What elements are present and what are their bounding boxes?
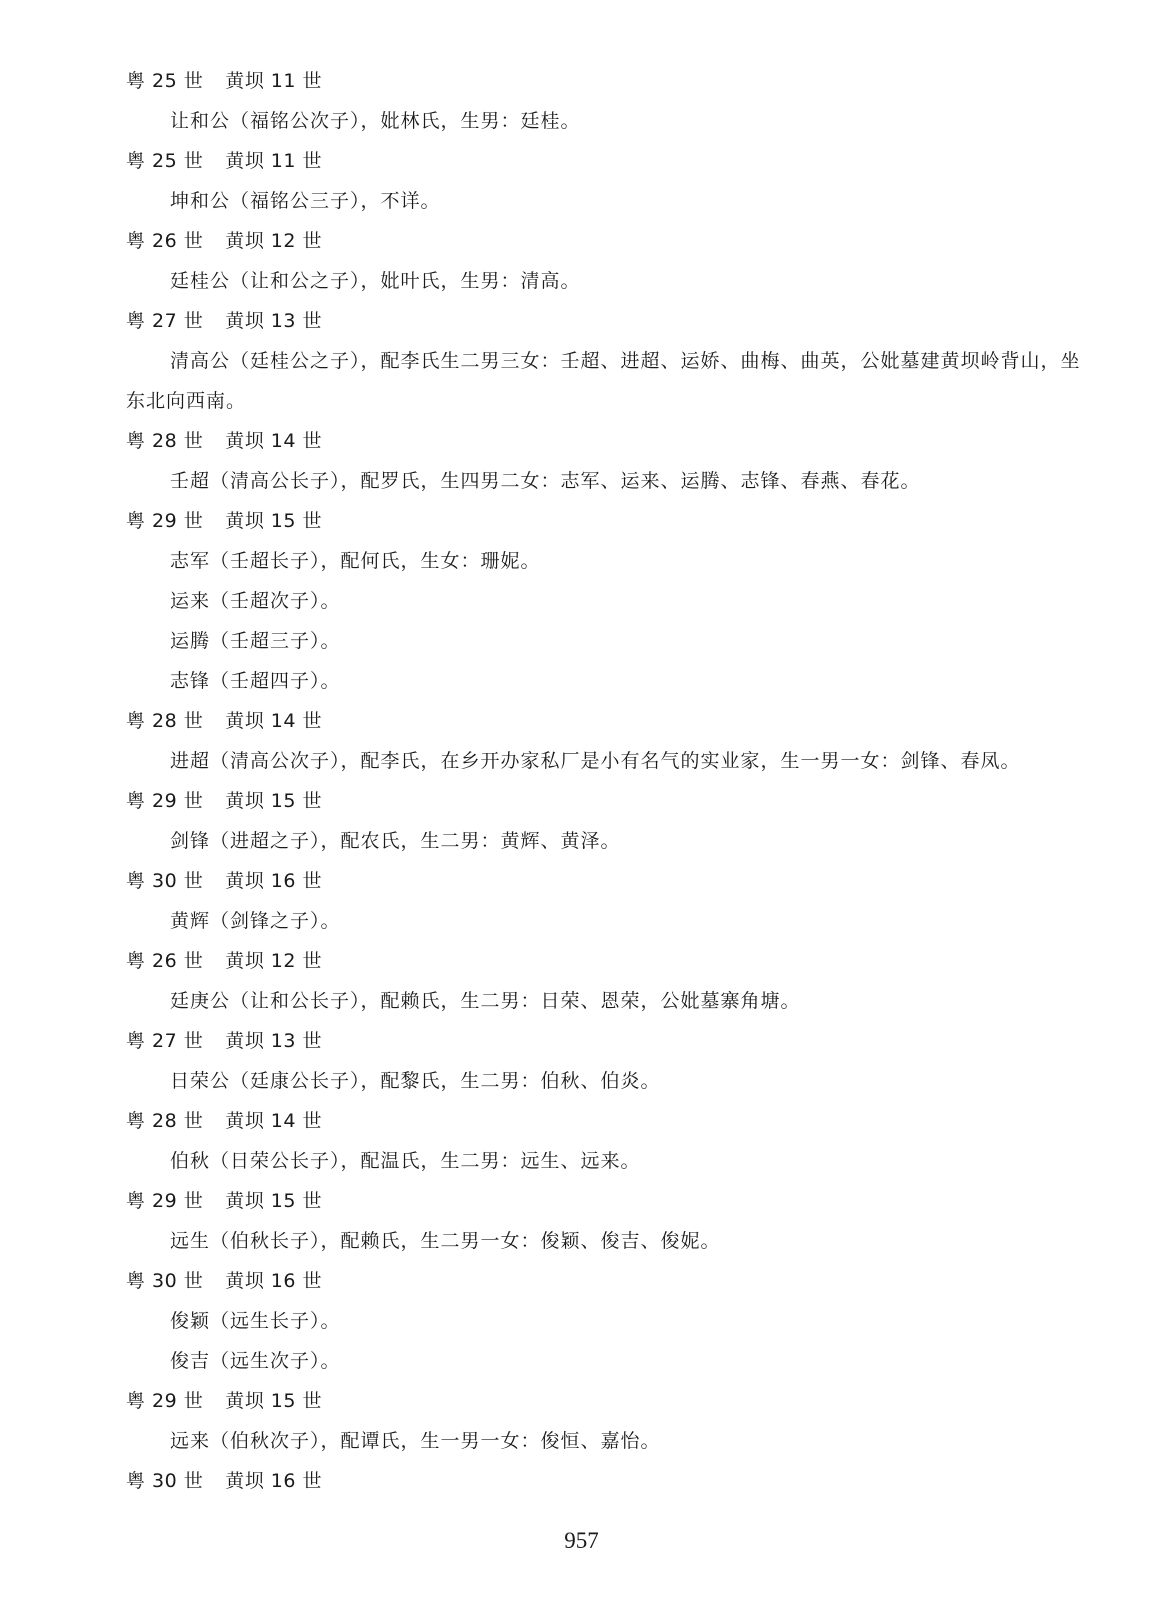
person-entry xyxy=(126,1308,1086,1334)
huangba-generation-label: 黄坝 15 世 xyxy=(225,1390,323,1412)
generation-heading xyxy=(126,308,1086,334)
huangba-generation-label: 黄坝 12 世 xyxy=(225,950,323,972)
person-name: 剑锋 xyxy=(170,830,211,852)
person-name: 进超 xyxy=(170,750,211,772)
yue-generation-label: 粤 29 世 xyxy=(126,1390,204,1412)
page-number: 957 xyxy=(564,1528,599,1553)
person-entry xyxy=(126,748,1086,774)
generation-heading xyxy=(126,428,1086,454)
person-description: （清高公长子），配罗氏，生四男二女：志军、运来、运腾、志锋、春燕、春花。 xyxy=(210,470,921,492)
person-entry xyxy=(126,468,1086,494)
person-description: （清高公次子），配李氏，在乡开办家私厂是小有名气的实业家，生一男一女：剑锋、春凤。 xyxy=(210,750,1021,772)
yue-generation-label: 粤 26 世 xyxy=(126,950,204,972)
generation-heading xyxy=(126,948,1086,974)
person-description: （远生次子）。 xyxy=(210,1350,341,1372)
person-entry xyxy=(126,588,1086,614)
yue-generation-label: 粤 28 世 xyxy=(126,430,204,452)
generation-heading xyxy=(126,508,1086,534)
person-name: 运腾 xyxy=(170,630,211,652)
person-description: （让和公之子），妣叶氏，生男：清高。 xyxy=(230,270,581,292)
generation-heading xyxy=(126,1028,1086,1054)
yue-generation-label: 粤 25 世 xyxy=(126,150,204,172)
person-description: （让和公长子），配赖氏，生二男：日荣、恩荣，公妣墓寨角塘。 xyxy=(230,990,801,1012)
generation-heading xyxy=(126,148,1086,174)
generation-heading xyxy=(126,1468,1086,1494)
person-entry xyxy=(126,1068,1086,1094)
generation-heading xyxy=(126,1388,1086,1414)
yue-generation-label: 粤 25 世 xyxy=(126,70,204,92)
yue-generation-label: 粤 27 世 xyxy=(126,1030,204,1052)
person-name: 志锋 xyxy=(170,670,211,692)
person-description: （剑锋之子）。 xyxy=(210,910,341,932)
huangba-generation-label: 黄坝 13 世 xyxy=(225,1030,323,1052)
person-entry xyxy=(126,1348,1086,1374)
person-description: （廷康公长子），配黎氏，生二男：伯秋、伯炎。 xyxy=(230,1070,661,1092)
yue-generation-label: 粤 26 世 xyxy=(126,230,204,252)
person-entry xyxy=(126,1428,1086,1454)
person-name: 志军 xyxy=(170,550,211,572)
generation-heading xyxy=(126,68,1086,94)
person-entry xyxy=(126,1148,1086,1174)
person-name: 黄辉 xyxy=(170,910,211,932)
person-entry xyxy=(126,108,1086,134)
yue-generation-label: 粤 29 世 xyxy=(126,1190,204,1212)
huangba-generation-label: 黄坝 15 世 xyxy=(225,790,323,812)
person-entry xyxy=(126,1228,1086,1254)
huangba-generation-label: 黄坝 13 世 xyxy=(225,310,323,332)
person-entry xyxy=(126,908,1086,934)
person-description: （远生长子）。 xyxy=(210,1310,341,1332)
generation-heading xyxy=(126,228,1086,254)
person-name: 让和公 xyxy=(170,110,231,132)
yue-generation-label: 粤 30 世 xyxy=(126,1270,204,1292)
yue-generation-label: 粤 28 世 xyxy=(126,710,204,732)
person-entry xyxy=(126,628,1086,654)
generation-heading xyxy=(126,868,1086,894)
yue-generation-label: 粤 29 世 xyxy=(126,510,204,532)
generation-heading xyxy=(126,1108,1086,1134)
person-name: 壬超 xyxy=(170,470,211,492)
person-name: 廷桂公 xyxy=(170,270,231,292)
generation-heading xyxy=(126,1188,1086,1214)
person-name: 远生 xyxy=(170,1230,211,1252)
yue-generation-label: 粤 30 世 xyxy=(126,1470,204,1492)
yue-generation-label: 粤 29 世 xyxy=(126,790,204,812)
person-entry xyxy=(126,668,1086,694)
person-entry xyxy=(126,828,1086,854)
person-description: （壬超四子）。 xyxy=(210,670,341,692)
huangba-generation-label: 黄坝 16 世 xyxy=(225,870,323,892)
yue-generation-label: 粤 27 世 xyxy=(126,310,204,332)
person-name: 俊颖 xyxy=(170,1310,211,1332)
person-description: （福铭公次子），妣林氏，生男：廷桂。 xyxy=(230,110,581,132)
person-description: （日荣公长子），配温氏，生二男：远生、远来。 xyxy=(210,1150,641,1172)
generation-heading xyxy=(126,708,1086,734)
person-entry xyxy=(126,548,1086,574)
person-name: 俊吉 xyxy=(170,1350,211,1372)
huangba-generation-label: 黄坝 14 世 xyxy=(225,1110,323,1132)
person-entry xyxy=(126,988,1086,1014)
person-description: （伯秋长子），配赖氏，生二男一女：俊颖、俊吉、俊妮。 xyxy=(210,1230,721,1252)
huangba-generation-label: 黄坝 14 世 xyxy=(225,710,323,732)
generation-heading xyxy=(126,1268,1086,1294)
person-entry xyxy=(126,188,1086,214)
person-name: 清高公 xyxy=(170,350,231,372)
person-entry xyxy=(126,341,1086,421)
person-entry xyxy=(126,268,1086,294)
yue-generation-label: 粤 28 世 xyxy=(126,1110,204,1132)
person-description: （壬超长子），配何氏，生女：珊妮。 xyxy=(210,550,541,572)
yue-generation-label: 粤 30 世 xyxy=(126,870,204,892)
huangba-generation-label: 黄坝 11 世 xyxy=(225,150,323,172)
genealogy-entries xyxy=(126,68,1086,1508)
huangba-generation-label: 黄坝 16 世 xyxy=(225,1270,323,1292)
person-description: （福铭公三子），不详。 xyxy=(230,190,441,212)
person-description: （壬超三子）。 xyxy=(210,630,341,652)
generation-heading xyxy=(126,788,1086,814)
huangba-generation-label: 黄坝 15 世 xyxy=(225,510,323,532)
person-name: 伯秋 xyxy=(170,1150,211,1172)
huangba-generation-label: 黄坝 15 世 xyxy=(225,1190,323,1212)
person-name: 廷庚公 xyxy=(170,990,231,1012)
person-description: （伯秋次子），配谭氏，生一男一女：俊恒、嘉怡。 xyxy=(210,1430,661,1452)
person-description: （壬超次子）。 xyxy=(210,590,341,612)
huangba-generation-label: 黄坝 14 世 xyxy=(225,430,323,452)
person-description: （廷桂公之子），配李氏生二男三女：壬超、进超、运娇、曲梅、曲英，公妣墓建黄坝岭背山，坐东北向西南。 xyxy=(126,350,1081,412)
huangba-generation-label: 黄坝 11 世 xyxy=(225,70,323,92)
huangba-generation-label: 黄坝 12 世 xyxy=(225,230,323,252)
person-name: 日荣公 xyxy=(170,1070,231,1092)
person-description: （进超之子），配农氏，生二男：黄辉、黄泽。 xyxy=(210,830,621,852)
person-name: 坤和公 xyxy=(170,190,231,212)
person-name: 远来 xyxy=(170,1430,211,1452)
person-name: 运来 xyxy=(170,590,211,612)
huangba-generation-label: 黄坝 16 世 xyxy=(225,1470,323,1492)
